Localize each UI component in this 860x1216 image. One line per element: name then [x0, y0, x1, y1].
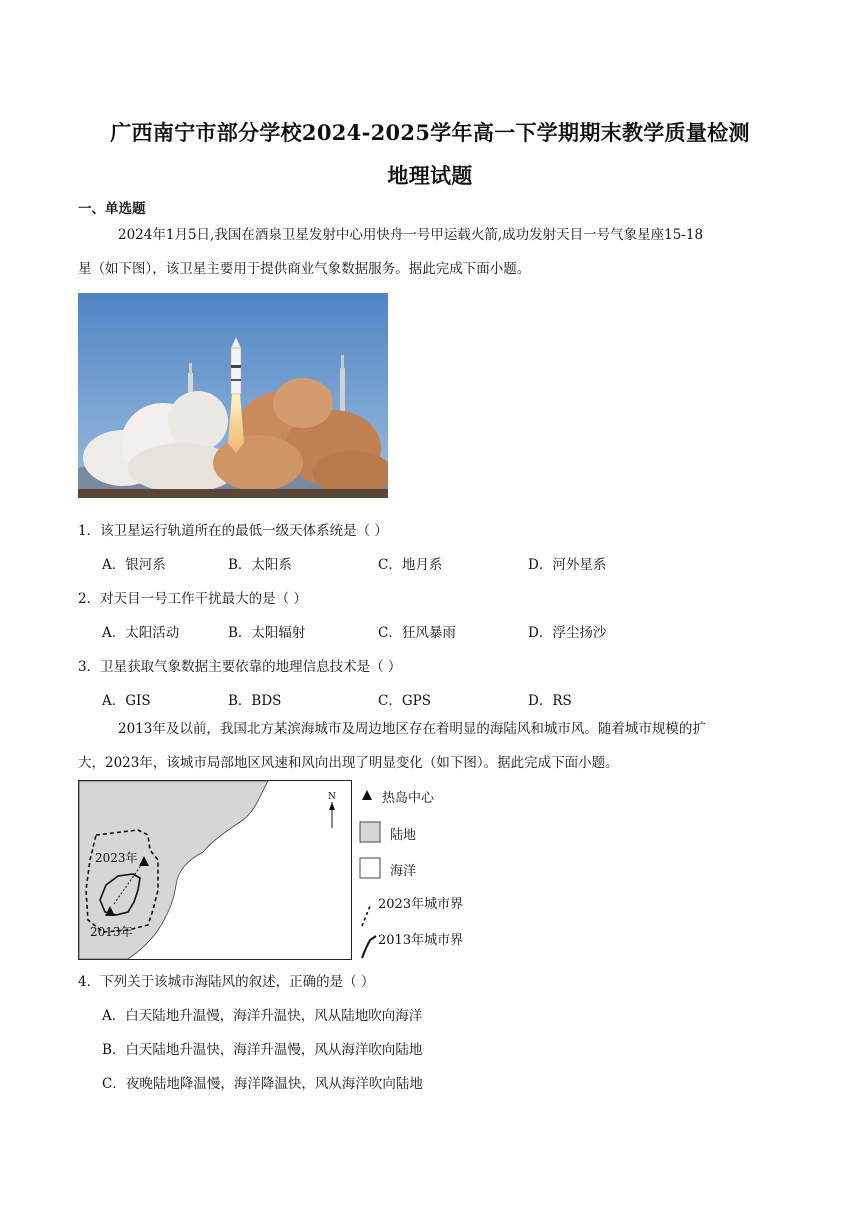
question-2-stem: 2．对天目一号工作干扰最大的是（ ）: [78, 591, 307, 607]
north-label: N: [328, 792, 336, 802]
legend-land-label: 陆地: [390, 828, 417, 843]
label-2013: 2013年: [90, 925, 133, 939]
q2-option-c[interactable]: C．狂风暴雨: [378, 625, 456, 641]
q4-option-a[interactable]: A．白天陆地升温慢，海洋升温快，风从陆地吹向海洋: [102, 1008, 423, 1024]
q3-option-a[interactable]: A．GIS: [102, 693, 151, 709]
legend-2013-boundary-label: 2013年城市界: [378, 933, 464, 948]
question-1-stem: 1．该卫星运行轨道所在的最低一级天体系统是（ ）: [78, 523, 388, 539]
q3-option-c[interactable]: C．GPS: [378, 693, 431, 709]
legend-heat-island-label: 热岛中心: [382, 791, 435, 806]
passage1-line2: 星（如下图），该卫星主要用于提供商业气象数据服务。据此完成下面小题。: [78, 261, 531, 277]
passage1-line1: 2024年1月5日,我国在酒泉卫星发射中心用快舟一号甲运载火箭,成功发射天目一号气象星座15-18: [118, 227, 704, 243]
passage2-line2: 大，2023年，该城市局部地区风速和风向出现了明显变化（如下图）。据此完成下面小题。: [78, 755, 619, 771]
q1-option-d[interactable]: D．河外星系: [528, 557, 607, 573]
q4-option-c[interactable]: C．夜晚陆地降温慢，海洋降温快，风从海洋吹向陆地: [102, 1076, 423, 1092]
question-4-stem: 4．下列关于该城市海陆风的叙述，正确的是（ ）: [78, 974, 375, 990]
q1-option-a[interactable]: A．银河系: [102, 557, 166, 573]
q4-option-b[interactable]: B．白天陆地升温快，海洋升温慢，风从海洋吹向陆地: [102, 1042, 423, 1058]
page-title: 广西南宁市部分学校2024-2025学年高一下学期期末教学质量检测: [110, 120, 750, 145]
rocket-launch-photo: [78, 293, 388, 498]
legend-2023-boundary-label: 2023年城市界: [378, 897, 464, 912]
legend-ocean-label: 海洋: [390, 864, 417, 879]
page-subtitle: 地理试题: [387, 163, 473, 188]
q1-option-b[interactable]: B．太阳系: [228, 557, 292, 573]
q3-option-b[interactable]: B．BDS: [228, 693, 282, 709]
question-3-stem: 3．卫星获取气象数据主要依靠的地理信息技术是（ ）: [78, 659, 402, 675]
heat-island-legend-icon: [362, 790, 372, 800]
passage2-line1: 2013年及以前，我国北方某滨海城市及周边地区存在着明显的海陆风和城市风。随着城市规模的扩: [118, 721, 706, 737]
q2-option-a[interactable]: A．太阳活动: [102, 625, 180, 641]
q3-option-d[interactable]: D．RS: [528, 693, 572, 709]
map-legend: [358, 786, 558, 966]
section-heading: 一、单选题: [78, 201, 146, 217]
q2-option-b[interactable]: B．太阳辐射: [228, 625, 306, 641]
q2-option-d[interactable]: D．浮尘扬沙: [528, 625, 607, 641]
label-2023: 2023年: [95, 851, 138, 865]
q1-option-c[interactable]: C．地月系: [378, 557, 443, 573]
